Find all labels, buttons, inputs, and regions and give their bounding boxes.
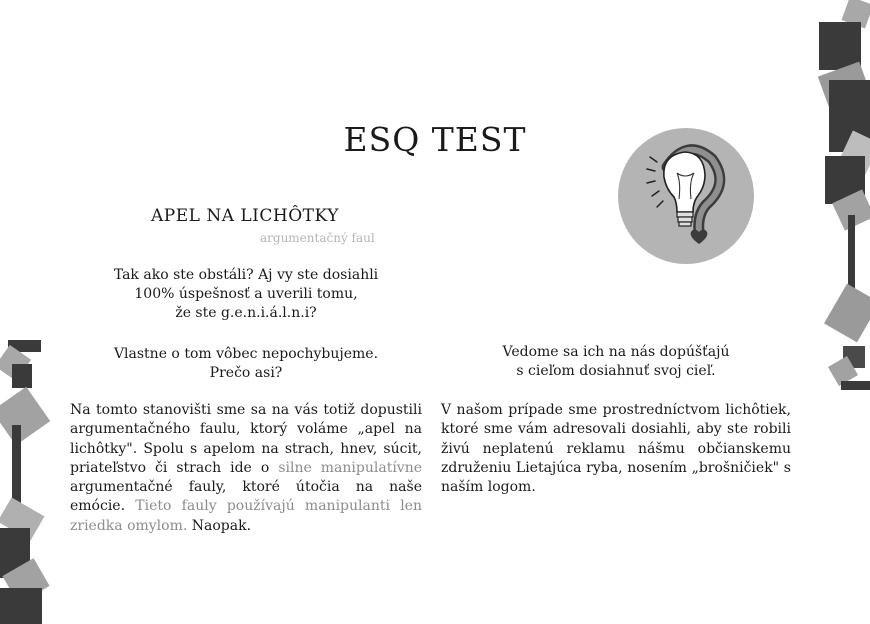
section-tag: argumentačný faul [260,231,375,245]
right-heading: Vedome sa ich na nás dopúšťajú s cieľom dosiahnuť svoj cieľ. [502,344,730,379]
left-heading: Vlastne o tom vôbec nepochybujeme. Prečo asi? [113,346,379,381]
right-paragraph: V našom prípade sme prostredníctvom lichôtiek, ktoré sme vám adresovali dosiahli, aby ste robili živú neplatenú reklamu nášmu občianskemu združeniu Lietajúca ryba, nosením „brošničiek" s naším logom. [441,402,791,496]
left-decoration [0,340,55,624]
right-decoration [815,0,870,400]
section-subtitle: APEL NA LICHÔTKY [151,206,339,226]
left-paragraph: Na tomto stanovišti sme sa na vás totiž dopustili argumentačného faulu, ktorý voláme „apel na lichôtky". Spolu s apelom na strach, hnev, súcit, priateľstvo či strach ide o silne manipulatívne argumentačné fauly, ktoré útočia na naše emócie. Tieto fauly používajú manipulanti len zriedka omylom. Naopak. [70,402,423,534]
intro-text: Tak ako ste obstáli? Aj vy ste dosiahli 100% úspešnosť a uverili tomu, že ste g.e.n.i.á.l.n.i? [113,267,379,321]
page-title: ESQ TEST [343,120,527,159]
